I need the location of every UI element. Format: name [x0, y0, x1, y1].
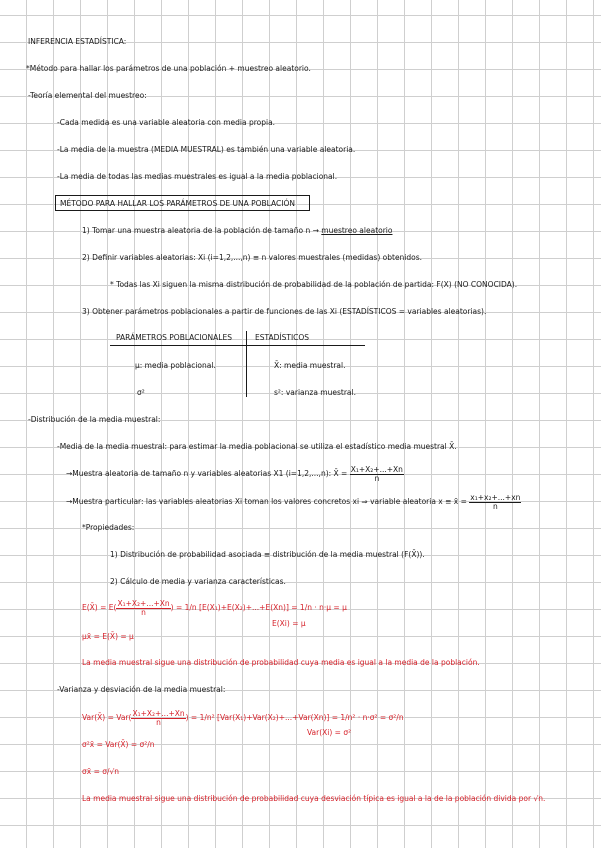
formula-text: ) = 1/n [E(X₁)+E(X₂)+...+E(Xn)] = 1/n · n·μ = μ [170, 603, 347, 612]
method-heading: *Método para hallar los parámetros de una población + muestreo aleatorio. [26, 64, 311, 73]
table-cell: μ: media poblacional. [135, 361, 216, 370]
step-2-note: * Todas las Xi siguen la misma distribución de probabilidad de la población de partida: F(X) (NO CONOCIDA). [110, 280, 518, 289]
random-sample-line [66, 466, 404, 482]
expectation-formula [82, 600, 347, 616]
theory-item: -La media de todas las medias muestrales es igual a la media poblacional. [57, 172, 338, 181]
fraction-denominator: n [374, 473, 380, 483]
table-cell: X̄: media muestral. [274, 361, 346, 370]
step-1-text: 1) Tomar una muestra aleatoria de la población de tamaño n → [82, 226, 319, 235]
variance-formula [82, 710, 404, 726]
table-cell: s²: varianza muestral. [274, 388, 356, 397]
mean-result: μx̄ = E(X̄) = μ [82, 632, 134, 641]
fraction [116, 600, 170, 616]
fraction-numerator: x₁+x₂+...+xn [470, 493, 521, 502]
fraction [469, 494, 521, 510]
step-1 [82, 227, 392, 235]
random-sample-text: →Muestra aleatoria de tamaño n y variables aleatorias X1 (i=1,2,...,n): X̄ = [66, 469, 348, 478]
distribution-heading: -Distribución de la media muestral: [28, 415, 161, 424]
table-column-rule [246, 331, 247, 397]
formula-text: ) = 1/n² [Var(X₁)+Var(X₂)+...+Var(Xn)] = 1/n² · n·σ² = σ²/n [185, 713, 404, 722]
particular-sample-text: →Muestra particular: las variables aleatorias Xi toman los valores concretos xi ⇒ variable aleatoria x ≡ x̄ = [66, 497, 467, 506]
particular-sample-line [66, 494, 521, 510]
table-cell: σ² [137, 388, 145, 397]
property-2: 2) Cálculo de media y varianza características. [110, 577, 286, 586]
deviation-result: σx̄ = σ/√n [82, 767, 120, 776]
method-box [55, 195, 310, 211]
fraction-numerator: X₁+X₂+...+Xn [350, 465, 403, 474]
fraction-denominator: n [492, 501, 498, 511]
variance-result: σ²x̄ = Var(X̄) = σ²/n [82, 740, 155, 749]
distribution-line: -Media de la media muestral: para estimar la media poblacional se utiliza el estadístico media muestral X̄. [57, 442, 457, 451]
fraction-numerator: X₁+X₂+...+Xn [117, 599, 170, 608]
theory-item: -Cada medida es una variable aleatoria con media propia. [57, 118, 276, 127]
fraction-denominator: n [141, 607, 146, 617]
variance-note: Var(Xi) = σ² [307, 728, 352, 737]
fraction [131, 710, 185, 726]
page-title: INFERENCIA ESTADÍSTICA: [28, 37, 127, 46]
fraction-numerator: X₁+X₂+...+Xn [132, 709, 185, 718]
property-1: 1) Distribución de probabilidad asociada ≡ distribución de la media muestral (F(X̄)). [110, 550, 425, 559]
formula-text: E(X̄) = E( [82, 603, 117, 612]
table-header-parameters: PARÁMETROS POBLACIONALES [116, 333, 232, 342]
fraction [350, 466, 404, 482]
step-3: 3) Obtener parámetros poblacionales a partir de funciones de las Xi (ESTADÍSTICOS = variables aleatorias). [82, 307, 487, 316]
table-header-statistics: ESTADÍSTICOS [255, 333, 310, 342]
formula-text: Var(X̄) = Var( [82, 713, 132, 722]
properties-heading: *Propiedades: [82, 523, 135, 532]
fraction-denominator: n [156, 717, 161, 727]
table-header-rule [110, 345, 365, 346]
theory-item: -La media de la muestra (MEDIA MUESTRAL) es también una variable aleatoria. [57, 145, 356, 154]
step-1-highlight: muestreo aleatorio [321, 226, 393, 235]
sample-theory-heading: -Teoría elemental del muestreo: [28, 91, 147, 100]
expectation-note: E(Xi) = μ [272, 619, 306, 628]
variance-heading: -Varianza y desviación de la media muestral: [57, 685, 226, 694]
method-box-title: MÉTODO PARA HALLAR LOS PARÁMETROS DE UNA POBLACIÓN [60, 199, 295, 208]
deviation-conclusion: La media muestral sigue una distribución de probabilidad cuya desviación típica es igual a la de la población divida por √n. [82, 794, 546, 803]
step-2: 2) Definir variables aleatorias: Xi (i=1,2,...,n) ≡ n valores muestrales (medidas) obtenidos. [82, 253, 423, 262]
mean-conclusion: La media muestral sigue una distribución de probabilidad cuya media es igual a la media de la población. [82, 658, 480, 667]
